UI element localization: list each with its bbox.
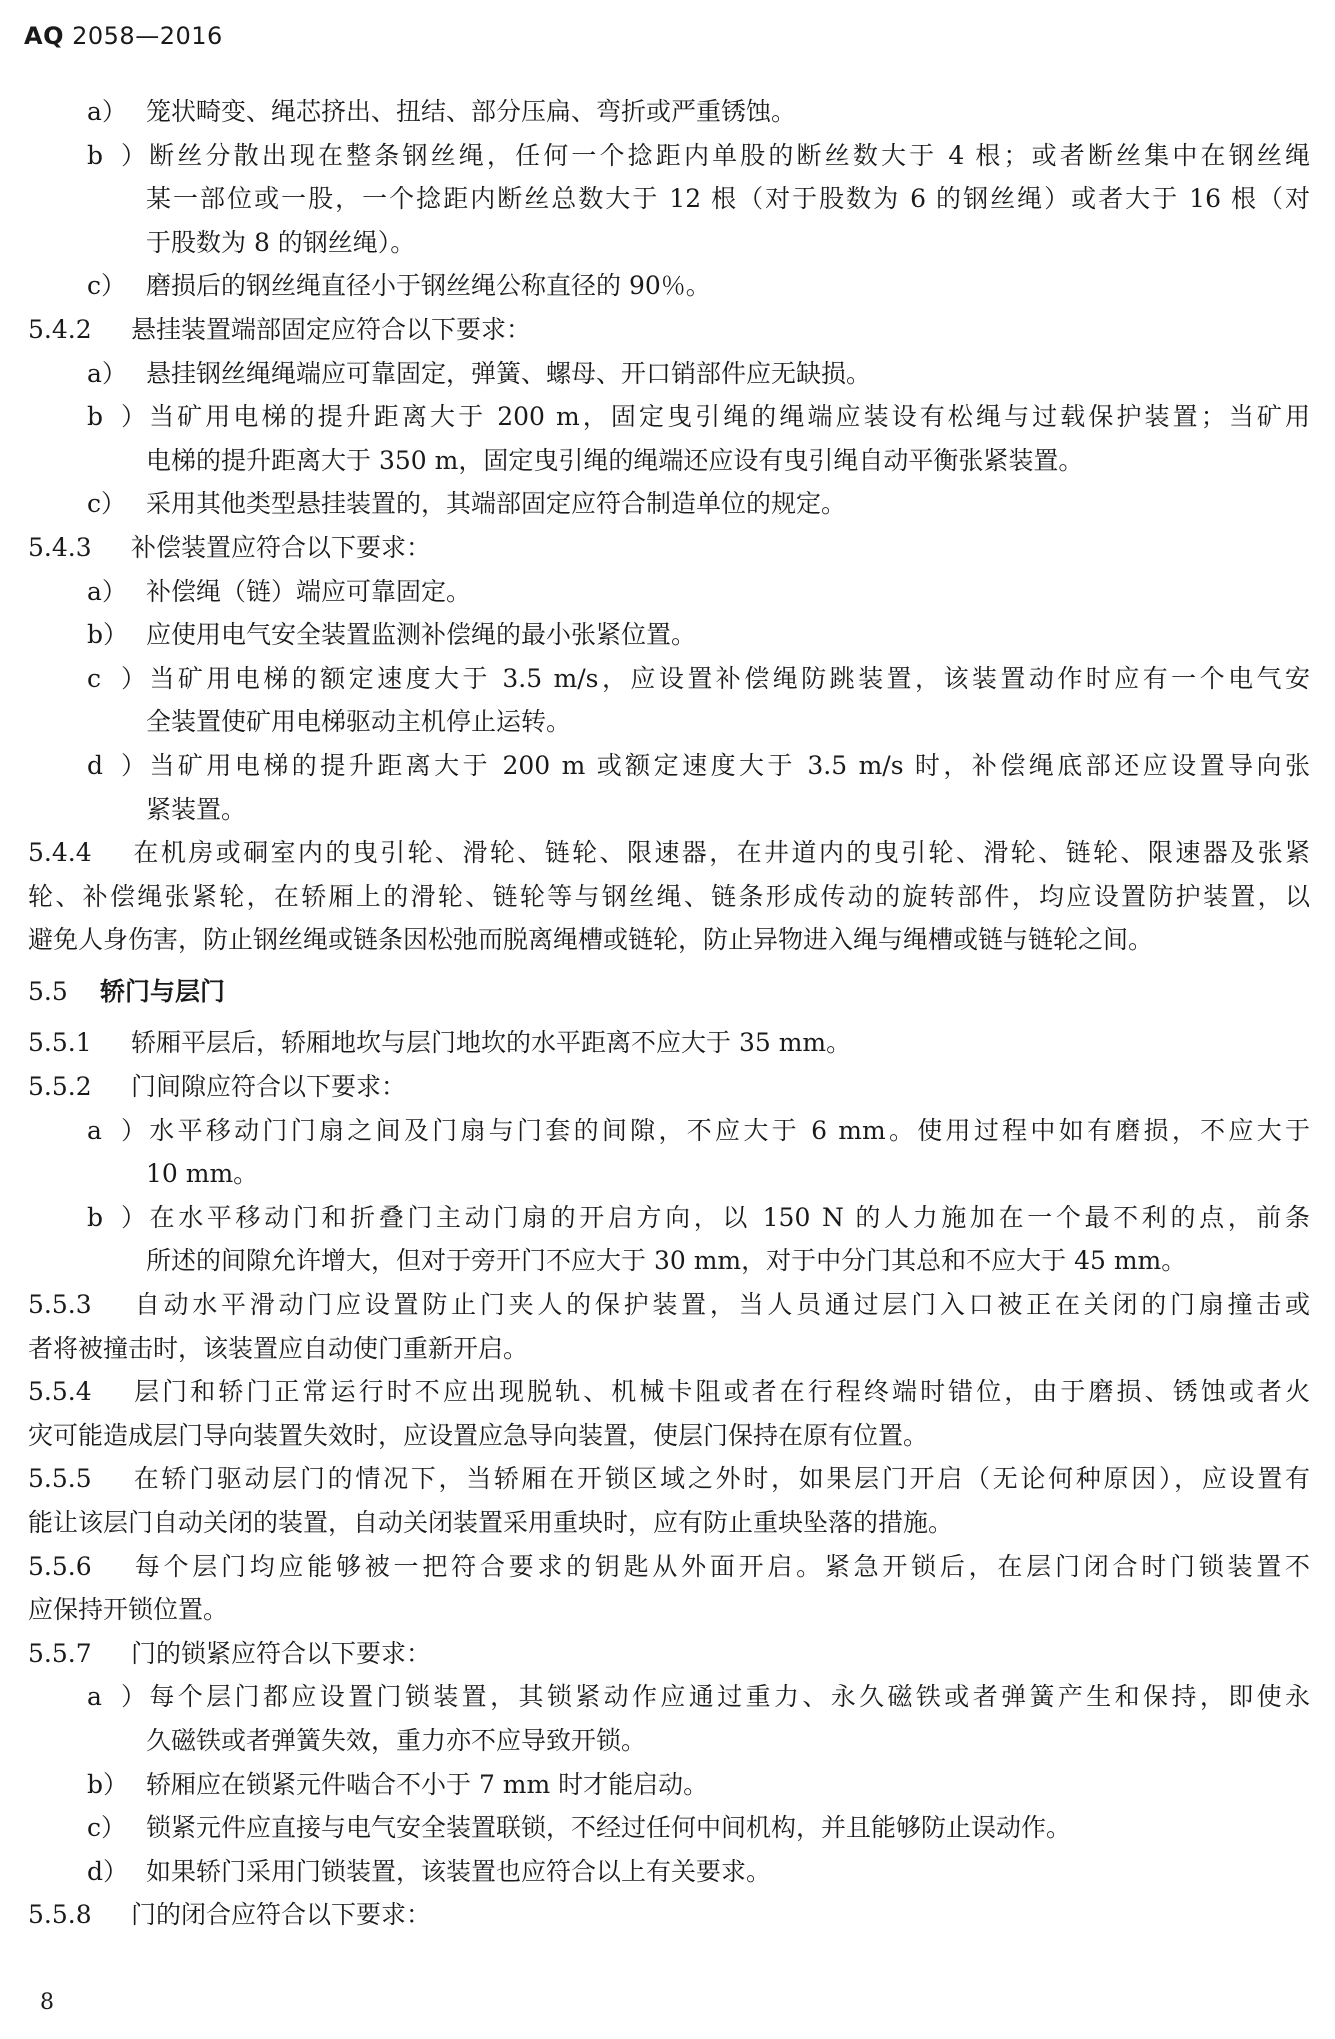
- clause-5-5-1: 5.5.1 轿厢平层后，轿厢地坎与层门地坎的水平距离不应大于 35 mm。: [28, 1028, 852, 1058]
- clause-5-5-8: 5.5.8 门的闭合应符合以下要求：: [28, 1900, 432, 1930]
- standard-number: 2058—2016: [72, 22, 223, 50]
- clause-5-4-4: 5.4.4 在机房或硐室内的曳引轮、滑轮、链轮、限速器，在井道内的曳引轮、滑轮、链轮、限速器及张紧: [28, 838, 1310, 868]
- list-item: b） 轿厢应在锁紧元件啮合不小于 7 mm 时才能启动。: [87, 1769, 709, 1799]
- clause-5-5-3: 5.5.3 自动水平滑动门应设置防止门夹人的保护装置，当人员通过层门入口被正在关闭的门扇撞击或: [28, 1290, 1310, 1320]
- list-item: c） 采用其他类型悬挂装置的，其端部固定应符合制造单位的规定。: [87, 489, 847, 519]
- list-item: b）在水平移动门和折叠门主动门扇的开启方向，以 150 N 的人力施加在一个最不利的点，前条: [87, 1202, 1310, 1232]
- document-body: [28, 90, 1310, 1937]
- list-item: a）水平移动门门扇之间及门扇与门套的间隙，不应大于 6 mm。使用过程中如有磨损，不应大于: [87, 1115, 1310, 1145]
- list-item: c）当矿用电梯的额定速度大于 3.5 m/s，应设置补偿绳防跳装置，该装置动作时应有一个电气安: [87, 663, 1310, 693]
- paragraph-continuation: 应保持开锁位置。: [28, 1595, 229, 1625]
- clause-5-4-3: 5.4.3 补偿装置应符合以下要求：: [28, 532, 432, 562]
- paragraph-continuation: 者将被撞击时，该装置应自动使门重新开启。: [28, 1333, 529, 1363]
- list-item: b）断丝分散出现在整条钢丝绳，任何一个捻距内单股的断丝数大于 4 根；或者断丝集中在钢丝绳: [87, 140, 1310, 170]
- list-item: d） 如果轿门采用门锁装置，该装置也应符合以上有关要求。: [87, 1856, 772, 1886]
- list-item-continuation: 全装置使矿用电梯驱动主机停止运转。: [146, 707, 572, 737]
- page-header: [24, 22, 223, 50]
- paragraph-continuation: 灾可能造成层门导向装置失效时，应设置应急导向装置，使层门保持在原有位置。: [28, 1420, 929, 1450]
- list-item: a）每个层门都应设置门锁装置，其锁紧动作应通过重力、永久磁铁或者弹簧产生和保持，即使永: [87, 1682, 1310, 1712]
- list-item: b） 应使用电气安全装置监测补偿绳的最小张紧位置。: [87, 620, 697, 650]
- list-item: a） 笼状畸变、绳芯挤出、扭结、部分压扁、弯折或严重锈蚀。: [87, 97, 797, 126]
- paragraph-continuation: 避免人身伤害，防止钢丝绳或链条因松弛而脱离绳槽或链轮，防止异物进入绳与绳槽或链与链轮之间。: [28, 925, 1154, 955]
- paragraph-continuation: 能让该层门自动关闭的装置，自动关闭装置采用重块时，应有防止重块坠落的措施。: [28, 1508, 954, 1537]
- list-item-continuation: 某一部位或一股，一个捻距内断丝总数大于 12 根（对于股数为 6 的钢丝绳）或者大于 16 根（对: [146, 184, 1310, 214]
- list-item: b）当矿用电梯的提升距离大于 200 m，固定曳引绳的绳端应装设有松绳与过载保护装置；当矿用: [87, 402, 1310, 432]
- clause-5-5-2: 5.5.2 门间隙应符合以下要求：: [28, 1072, 407, 1102]
- paragraph-continuation: 轮、补偿绳张紧轮，在轿厢上的滑轮、链轮等与钢丝绳、链条形成传动的旋转部件，均应设置防护装置，以: [28, 881, 1310, 911]
- clause-5-5-5: 5.5.5 在轿门驱动层门的情况下，当轿厢在开锁区域之外时，如果层门开启（无论何种原因），应设置有: [28, 1464, 1310, 1494]
- list-item-continuation: 所述的间隙允许增大，但对于旁开门不应大于 30 mm，对于中分门其总和不应大于 45 mm。: [146, 1246, 1187, 1276]
- list-item-continuation: 于股数为 8 的钢丝绳）。: [146, 227, 416, 257]
- list-item-continuation: 紧装置。: [146, 794, 247, 824]
- section-heading-5-5: 5.5 轿门与层门: [28, 976, 226, 1006]
- list-item-continuation: 10 mm。: [146, 1159, 259, 1189]
- clause-5-4-2: 5.4.2 悬挂装置端部固定应符合以下要求：: [28, 314, 532, 344]
- page-number: 8: [40, 1990, 54, 2015]
- list-item: d）当矿用电梯的提升距离大于 200 m 或额定速度大于 3.5 m/s 时，补偿绳底部还应设置导向张: [87, 750, 1310, 780]
- standard-code: AQ: [24, 22, 64, 50]
- clause-5-5-7: 5.5.7 门的锁紧应符合以下要求：: [28, 1638, 432, 1668]
- list-item: a） 悬挂钢丝绳绳端应可靠固定，弹簧、螺母、开口销部件应无缺损。: [87, 358, 872, 388]
- list-item: a） 补偿绳（链）端应可靠固定。: [87, 576, 472, 606]
- list-item: c） 锁紧元件应直接与电气安全装置联锁，不经过任何中间机构，并且能够防止误动作。: [87, 1813, 1072, 1843]
- clause-5-5-6: 5.5.6 每个层门均应能够被一把符合要求的钥匙从外面开启。紧急开锁后，在层门闭合时门锁装置不: [28, 1551, 1310, 1581]
- list-item-continuation: 久磁铁或者弹簧失效，重力亦不应导致开锁。: [146, 1725, 647, 1755]
- list-item: c） 磨损后的钢丝绳直径小于钢丝绳公称直径的 90％。: [87, 271, 711, 301]
- clause-5-5-4: 5.5.4 层门和轿门正常运行时不应出现脱轨、机械卡阻或者在行程终端时错位，由于磨损、锈蚀或者火: [28, 1377, 1310, 1407]
- list-item-continuation: 电梯的提升距离大于 350 m，固定曳引绳的绳端还应设有曳引绳自动平衡张紧装置。: [146, 445, 1084, 475]
